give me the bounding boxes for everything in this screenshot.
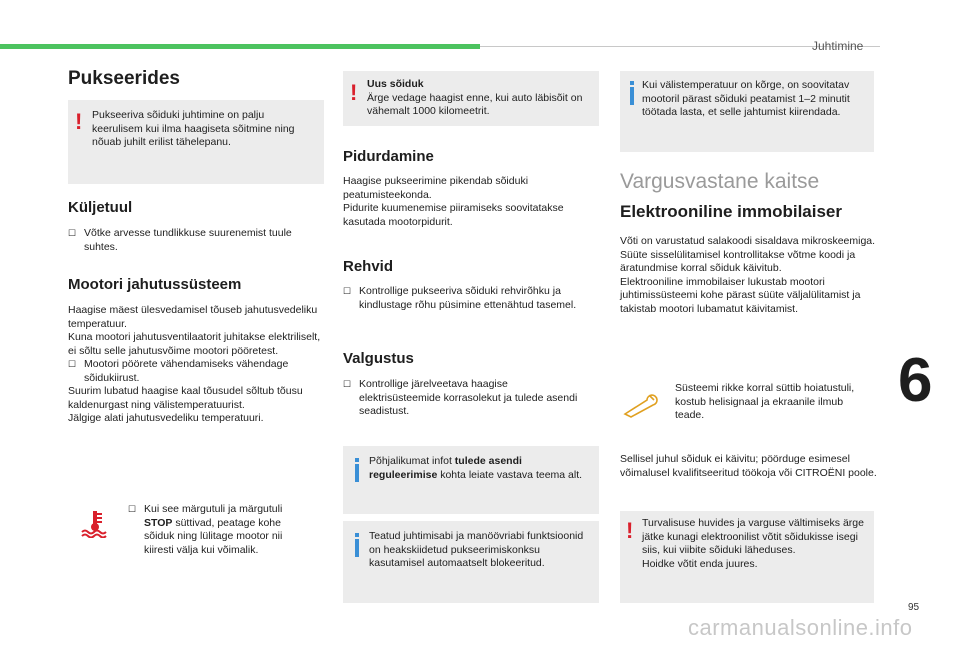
warning-icon: !	[626, 518, 634, 543]
security-warning-text: Turvalisuse huvides ja varguse vältimiseks ärge jätke kunagi elektroonilist võtit sõidukisse isegi siis, kui viibite sõiduki läheduses. Hoidke võtit enda juures.	[642, 517, 864, 570]
tyres-bullet: ☐ Kontrollige pukseeriva sõiduki rehvirõhku ja kindlustage rõhu püsimine ettenähtud tasemel.	[343, 285, 577, 311]
immobiliser-text: Võti on varustatud salakoodi sisaldava mikroskeemiga. Süüte sisselülitamisel kontrollitakse võtme koodi ja äratundmise korral sõiduk käivitub. Elektrooniline immobilaiser lukustab mootori juhtimissüsteemi kohe pärast süüte väljalülitamist ja takistab mootori lubamatut käivitamist.	[620, 235, 876, 315]
page-title: Pukseerides	[68, 68, 180, 89]
column-1	[68, 0, 324, 649]
info-text-lights: Põhjalikumat infot tulede asendi reguleerimise kohta leiate vastava teema alt.	[369, 455, 583, 481]
column-2	[343, 0, 599, 649]
info-box-assist	[343, 521, 599, 603]
section-title-lights: Valgustus	[343, 350, 414, 367]
after-text: Sellisel juhul sõiduk ei käivitu; pöörduge esimesel võimalusel kvalifitseeritud töökoja või CITROËNI poole.	[620, 453, 877, 479]
kuljetuul-bullet: ☐ Võtke arvesse tundlikkuse suurenemist tuule suhtes.	[68, 227, 292, 253]
brakes-text: Haagise pukseerimine pikendab sõiduki peatumisteekonda. Pidurite kuumenemise piiramiseks soovitatakse kasutada mootorpidurit.	[343, 175, 564, 228]
fault-text: Süsteemi rikke korral süttib hoiatustuli, kostub helisignaal ja ekraanile ilmub teade.	[675, 382, 855, 421]
info-box-temperature	[620, 71, 874, 152]
info-box-lights	[343, 446, 599, 514]
chapter-number: 6	[898, 346, 933, 415]
bullet-icon: ☐	[343, 286, 352, 296]
new-vehicle-warning-text: Uus sõiduk Ärge vedage haagist enne, kui auto läbisõit on vähemalt 1000 kilomeetrit.	[367, 78, 583, 117]
cooling-para-2: Kuna mootori jahutusventilaatorit juhitakse elektriliselt, ei sõltu selle jahutusvõime mootori pööretest.	[68, 331, 321, 357]
cooling-para-4: Jälgige alati jahutusvedeliku temperatuuri.	[68, 412, 264, 424]
section-title-cooling: Mootori jahutussüsteem	[68, 276, 242, 293]
section-title-brakes: Pidurdamine	[343, 148, 434, 165]
bullet-icon: ☐	[128, 504, 137, 514]
info-text-assist: Teatud juhtimisabi ja manöövriabi funktsioonid on heakskiidetud pukseerimiskonksu kasutamisel automaatselt blokeeritud.	[369, 530, 584, 569]
section-title-tyres: Rehvid	[343, 258, 394, 275]
security-warning-box	[620, 511, 874, 603]
bullet-icon: ☐	[68, 228, 77, 238]
wrench-icon	[622, 392, 662, 418]
coolant-temperature-icon	[80, 508, 110, 538]
info-icon	[355, 539, 359, 557]
info-icon	[355, 464, 359, 482]
bullet-icon: ☐	[343, 379, 352, 389]
info-text-temperature: Kui välistemperatuur on kõrge, on soovitatav mootoril pärast sõiduki peatamist 1–2 minutit töötada lasta, et selle jahtumist kiirendada.	[642, 79, 850, 118]
cooling-para-1: Haagise mäest ülesvedamisel tõuseb jahutusvedeliku temperatuur.	[68, 304, 318, 330]
column-3	[620, 0, 876, 649]
new-vehicle-warning-box	[343, 71, 599, 126]
stop-bullet: ☐ Kui see märgutuli ja märgutuli STOP süttivad, peatage kohe sõiduk ning lülitage mootor nii kiiresti välja kui võimalik.	[128, 503, 283, 556]
chapter-title: Juhtimine	[812, 39, 864, 53]
page-number: 95	[908, 602, 920, 613]
warning-text: Pukseeriva sõiduki juhtimine on palju keerulisem kui ilma haagiseta sõitmine ning nõuab juhilt erilist tähelepanu.	[92, 109, 295, 148]
section-title-antitheft: Vargusvastane kaitse	[620, 170, 820, 193]
cooling-text	[68, 304, 326, 426]
bullet-icon: ☐	[68, 359, 77, 369]
info-icon	[630, 87, 634, 105]
watermark: carmanualsonline.info	[688, 615, 913, 640]
cooling-para-3: Suurim lubatud haagise kaal tõusudel sõltub tõusu kaldenurgast ning välistemperatuurist.	[68, 385, 303, 411]
section-title-kuljetuul: Küljetuul	[68, 199, 133, 216]
warning-icon: !	[350, 80, 358, 105]
warning-icon: !	[75, 109, 83, 134]
section-title-immobiliser: Elektrooniline immobilaiser	[620, 202, 843, 221]
cooling-bullet: ☐ Mootori pöörete vähendamiseks vähendage sõidukiirust.	[68, 358, 289, 384]
warning-box	[68, 100, 324, 184]
lights-bullet: ☐ Kontrollige järelveetava haagise elektrisüsteemide korrasolekut ja tulede asendi seadistust.	[343, 378, 578, 417]
